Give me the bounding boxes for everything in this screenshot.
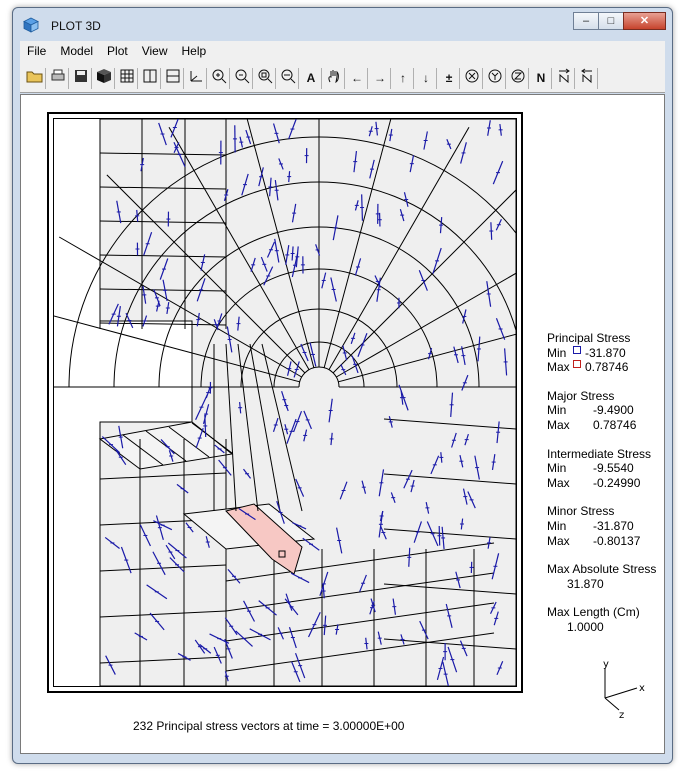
minor-min-value: -31.870 [593,518,634,533]
max-absolute-stress-title: Max Absolute Stress [547,562,657,577]
maximize-button[interactable]: □ [598,12,624,30]
axis-y-label: y [603,660,609,670]
toolbar [20,61,665,93]
solid-view-icon[interactable] [94,68,115,89]
arrow-left-icon[interactable]: ← [347,68,368,89]
grid-icon[interactable] [117,68,138,89]
fe-mesh-plot [54,119,516,686]
principal-min-value: -31.870 [585,345,626,360]
minor-min-label: Min [547,518,567,533]
menu-plot[interactable]: Plot [107,44,128,58]
plot-frame [47,112,523,693]
title-bar[interactable] [13,8,672,41]
minimize-button[interactable]: – [573,12,599,30]
zoom-previous-icon[interactable] [278,68,299,89]
max-absolute-stress-value: 31.870 [567,576,604,591]
zoom-in-icon[interactable] [209,68,230,89]
normal-vector-icon[interactable] [554,68,575,89]
principal-min-label: Min [547,345,567,360]
menu-view[interactable]: View [141,44,168,58]
axes-triad [591,660,651,720]
principal-max-label: Max [547,360,570,375]
status-text: 232 Principal stress vectors at time = 3.00000E+00 [133,719,405,733]
arrow-up-icon[interactable]: ↑ [393,68,414,89]
major-min-label: Min [547,403,567,418]
intermediate-stress-title: Intermediate Stress [547,446,652,461]
plot-canvas[interactable] [53,118,517,687]
flip-normal-icon[interactable] [577,68,598,89]
rotate-z-icon[interactable] [508,68,529,89]
save-icon[interactable] [71,68,92,89]
close-button[interactable]: ✕ [623,12,666,30]
app-cube-icon [23,17,39,33]
normal-icon[interactable]: N [531,68,552,89]
stress-legend [547,331,656,635]
zoom-window-icon[interactable] [255,68,276,89]
major-min-value: -9.4900 [593,403,634,418]
intermediate-min-value: -9.5540 [593,461,634,476]
open-folder-icon[interactable] [25,68,46,89]
window-title: PLOT 3D [51,19,101,33]
rotate-y-icon[interactable] [485,68,506,89]
app-window [12,7,673,764]
intermediate-min-label: Min [547,461,567,476]
min-square-icon [573,346,581,354]
principal-max-value: 0.78746 [585,360,629,375]
minor-stress-title: Minor Stress [547,504,615,519]
plot-area [20,94,665,754]
zoom-out-icon[interactable] [232,68,253,89]
minor-max-label: Max [547,533,570,548]
split-vertical-icon[interactable] [140,68,161,89]
split-horizontal-icon[interactable] [163,68,184,89]
rotate-x-icon[interactable] [462,68,483,89]
major-max-value: 0.78746 [593,417,637,432]
window-controls [574,12,666,31]
print-icon[interactable] [48,68,69,89]
major-max-label: Max [547,417,570,432]
plus-minus-icon[interactable]: ± [439,68,460,89]
max-length-value: 1.0000 [567,619,604,634]
menu-file[interactable]: File [27,44,47,58]
mesh-region [100,119,516,686]
arrow-right-icon[interactable]: → [370,68,391,89]
menu-help[interactable]: Help [181,44,207,58]
arrow-down-icon[interactable]: ↓ [416,68,437,89]
major-stress-title: Major Stress [547,388,615,403]
pan-hand-icon[interactable] [324,68,345,89]
intermediate-max-label: Max [547,475,570,490]
menu-model[interactable]: Model [60,44,94,58]
axes-icon[interactable] [186,68,207,89]
intermediate-max-value: -0.24990 [593,475,641,490]
axis-z-label: z [619,710,625,720]
text-icon[interactable]: A [301,68,322,89]
max-length-title: Max Length (Cm) [547,605,640,620]
minor-max-value: -0.80137 [593,533,641,548]
principal-stress-title: Principal Stress [547,331,631,345]
axis-x-label: x [639,683,645,694]
max-square-icon [573,360,581,368]
menu-bar [20,41,665,61]
